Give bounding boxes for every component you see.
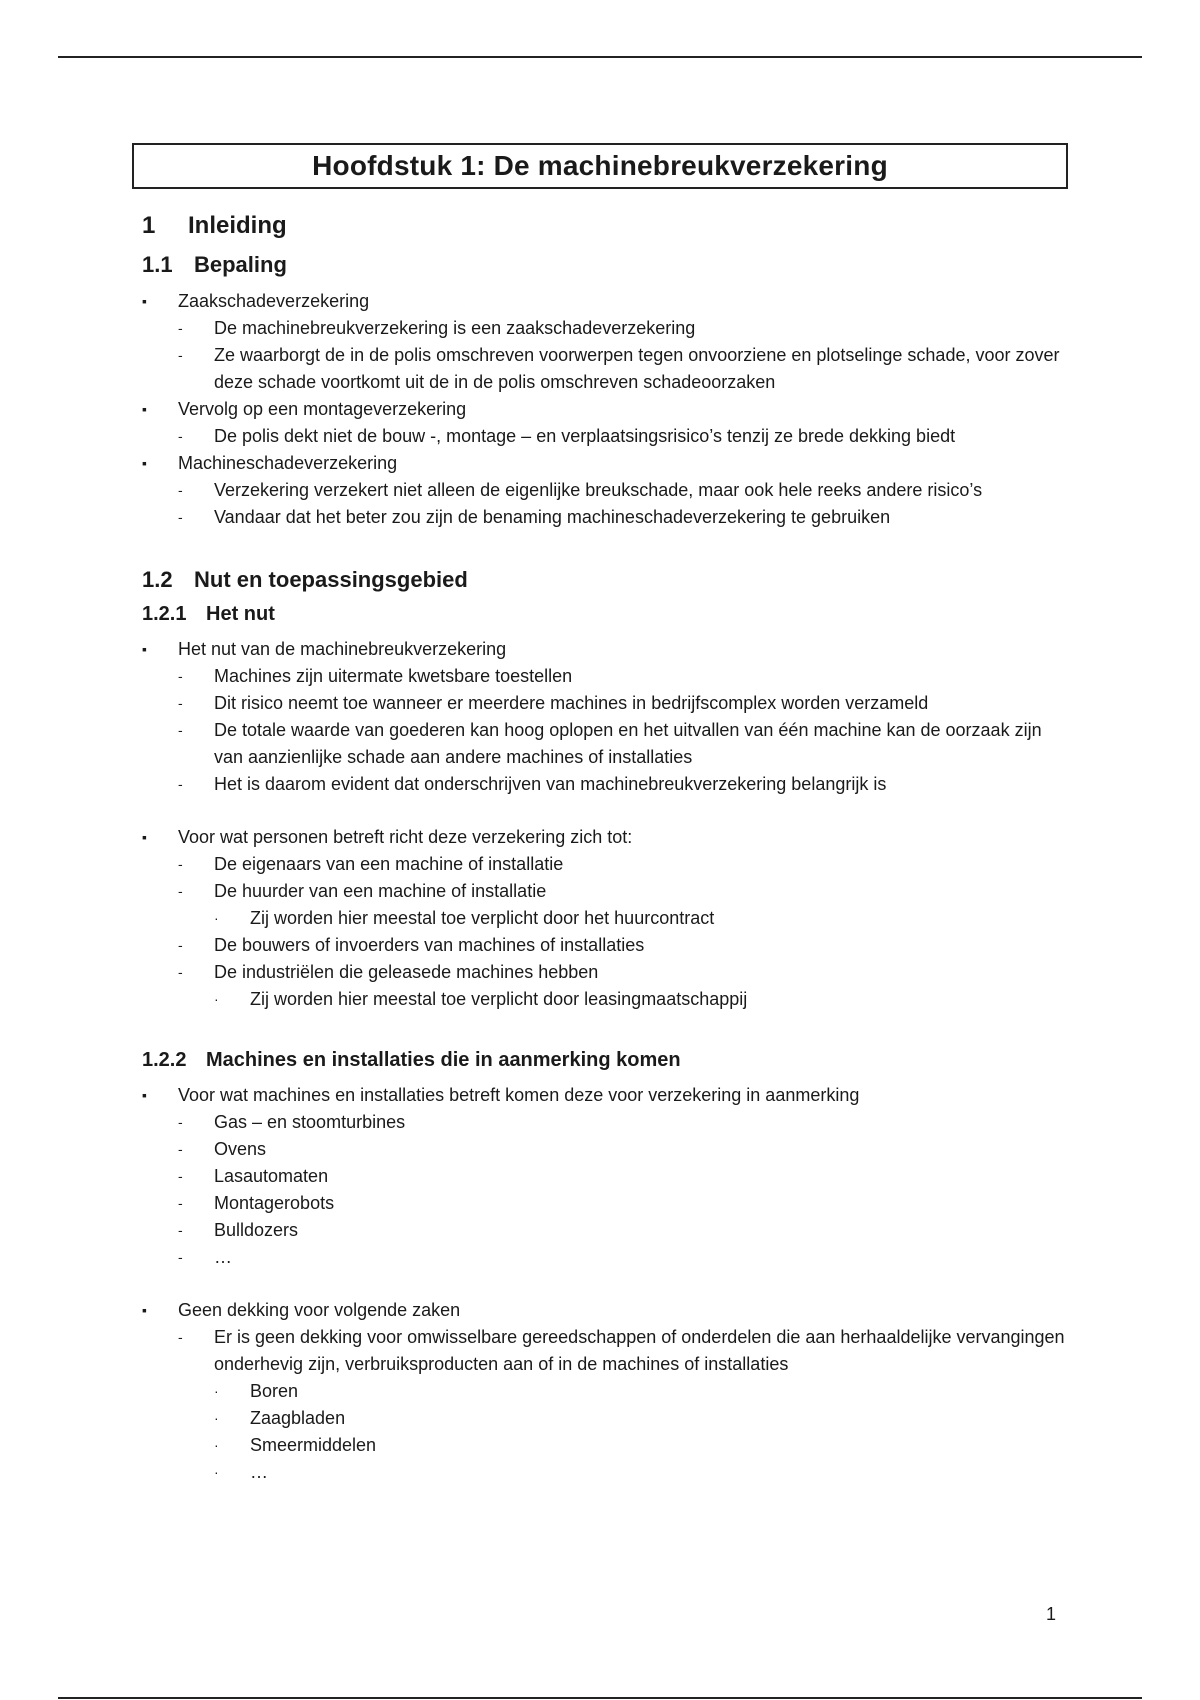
dash-bullet-icon: - (178, 320, 183, 336)
list-item: - Er is geen dekking voor omwisselbare gereedschappen of onderdelen die aan herhaaldelijke vervangingen onderhevig zijn, verbruiksproducten aan of in de machines of installaties (142, 1324, 1072, 1378)
list-item: · Zaagbladen (142, 1405, 1072, 1432)
list-item: ▪ Zaakschadeverzekering (142, 288, 1072, 315)
section-heading-1 (142, 212, 1072, 240)
dash-bullet-icon: - (178, 964, 183, 980)
list-item: - De huurder van een machine of installatie (142, 878, 1072, 905)
square-bullet-icon: ▪ (142, 1087, 147, 1103)
list-item: - … (142, 1244, 1072, 1271)
list-item: · Smeermiddelen (142, 1432, 1072, 1459)
dash-bullet-icon: - (178, 1195, 183, 1211)
geen-dekking-list (142, 1297, 1072, 1486)
dot-bullet-icon: · (214, 910, 219, 926)
square-bullet-icon: ▪ (142, 829, 147, 845)
section-number: 1.2 (142, 567, 173, 592)
dash-bullet-icon: - (178, 883, 183, 899)
dash-bullet-icon: - (178, 1249, 183, 1265)
dash-bullet-icon: - (178, 347, 183, 363)
section-title: Bepaling (194, 252, 287, 277)
section-heading-1-2-1 (142, 603, 1072, 626)
footer-rule (58, 1697, 1142, 1699)
section-heading-1-2-2 (142, 1049, 1072, 1072)
list-item: ▪ Vervolg op een montageverzekering (142, 396, 1072, 423)
square-bullet-icon: ▪ (142, 641, 147, 657)
header-rule (58, 56, 1142, 58)
list-item: · Zij worden hier meestal toe verplicht door het huurcontract (142, 905, 1072, 932)
list-item: - Ze waarborgt de in de polis omschreven voorwerpen tegen onvoorziene en plotselinge schade, voor zover deze schade voortkomt uit de in de polis omschreven schadeoorzaken (142, 342, 1072, 396)
section-number: 1.2.1 (142, 603, 187, 625)
square-bullet-icon: ▪ (142, 293, 147, 309)
dash-bullet-icon: - (178, 1222, 183, 1238)
list-item: · Zij worden hier meestal toe verplicht door leasingmaatschappij (142, 986, 1072, 1013)
dot-bullet-icon: · (214, 1464, 219, 1480)
square-bullet-icon: ▪ (142, 401, 147, 417)
list-item: · Boren (142, 1378, 1072, 1405)
personen-list (142, 824, 1072, 1013)
dash-bullet-icon: - (178, 1114, 183, 1130)
square-bullet-icon: ▪ (142, 1302, 147, 1318)
list-item: - Lasautomaten (142, 1163, 1072, 1190)
dash-bullet-icon: - (178, 1329, 183, 1345)
list-item: - Gas – en stoomturbines (142, 1109, 1072, 1136)
list-item: - De eigenaars van een machine of installatie (142, 851, 1072, 878)
list-item: - De totale waarde van goederen kan hoog oplopen en het uitvallen van één machine kan de oorzaak zijn van aanzienlijke schade aan andere machines of installaties (142, 717, 1072, 771)
dash-bullet-icon: - (178, 1141, 183, 1157)
section-number: 1.1 (142, 252, 173, 277)
bepaling-list (142, 288, 1072, 531)
section-title: Het nut (206, 603, 275, 625)
list-item: · … (142, 1459, 1072, 1486)
list-item: - De polis dekt niet de bouw -, montage – en verplaatsingsrisico’s tenzij ze brede dekking biedt (142, 423, 1072, 450)
dot-bullet-icon: · (214, 991, 219, 1007)
dot-bullet-icon: · (214, 1383, 219, 1399)
het-nut-list (142, 636, 1072, 798)
list-item: - Bulldozers (142, 1217, 1072, 1244)
dash-bullet-icon: - (178, 668, 183, 684)
dash-bullet-icon: - (178, 776, 183, 792)
list-item: - De machinebreukverzekering is een zaakschadeverzekering (142, 315, 1072, 342)
list-item: ▪ Machineschadeverzekering (142, 450, 1072, 477)
list-item: - Machines zijn uitermate kwetsbare toestellen (142, 663, 1072, 690)
list-item: - Vandaar dat het beter zou zijn de benaming machineschadeverzekering te gebruiken (142, 504, 1072, 531)
list-item: ▪ Het nut van de machinebreukverzekering (142, 636, 1072, 663)
list-item: - Montagerobots (142, 1190, 1072, 1217)
dash-bullet-icon: - (178, 937, 183, 953)
section-heading-1-1 (142, 252, 1072, 278)
chapter-title: Hoofdstuk 1: De machinebreukverzekering (132, 143, 1068, 189)
page-number: 1 (1045, 1604, 1056, 1624)
list-item: - Het is daarom evident dat onderschrijven van machinebreukverzekering belangrijk is (142, 771, 1072, 798)
list-item: - Dit risico neemt toe wanneer er meerdere machines in bedrijfscomplex worden verzameld (142, 690, 1072, 717)
dash-bullet-icon: - (178, 509, 183, 525)
list-item: ▪ Voor wat personen betreft richt deze verzekering zich tot: (142, 824, 1072, 851)
dash-bullet-icon: - (178, 1168, 183, 1184)
list-item: - Ovens (142, 1136, 1072, 1163)
section-heading-1-2 (142, 567, 1072, 593)
section-title: Nut en toepassingsgebied (194, 567, 468, 592)
list-item: - De bouwers of invoerders van machines of installaties (142, 932, 1072, 959)
dot-bullet-icon: · (214, 1437, 219, 1453)
list-item: ▪ Voor wat machines en installaties betreft komen deze voor verzekering in aanmerking (142, 1082, 1072, 1109)
dot-bullet-icon: · (214, 1410, 219, 1426)
section-number: 1 (142, 212, 156, 239)
dash-bullet-icon: - (178, 482, 183, 498)
dash-bullet-icon: - (178, 722, 183, 738)
document-body (142, 212, 1072, 1486)
machines-list (142, 1082, 1072, 1271)
dash-bullet-icon: - (178, 428, 183, 444)
list-item: - Verzekering verzekert niet alleen de eigenlijke breukschade, maar ook hele reeks andere risico’s (142, 477, 1072, 504)
section-title: Inleiding (188, 212, 287, 239)
list-item: - De industriëlen die geleasede machines hebben (142, 959, 1072, 986)
dash-bullet-icon: - (178, 856, 183, 872)
section-title: Machines en installaties die in aanmerking komen (206, 1049, 681, 1071)
dash-bullet-icon: - (178, 695, 183, 711)
section-number: 1.2.2 (142, 1049, 187, 1071)
square-bullet-icon: ▪ (142, 455, 147, 471)
list-item: ▪ Geen dekking voor volgende zaken (142, 1297, 1072, 1324)
